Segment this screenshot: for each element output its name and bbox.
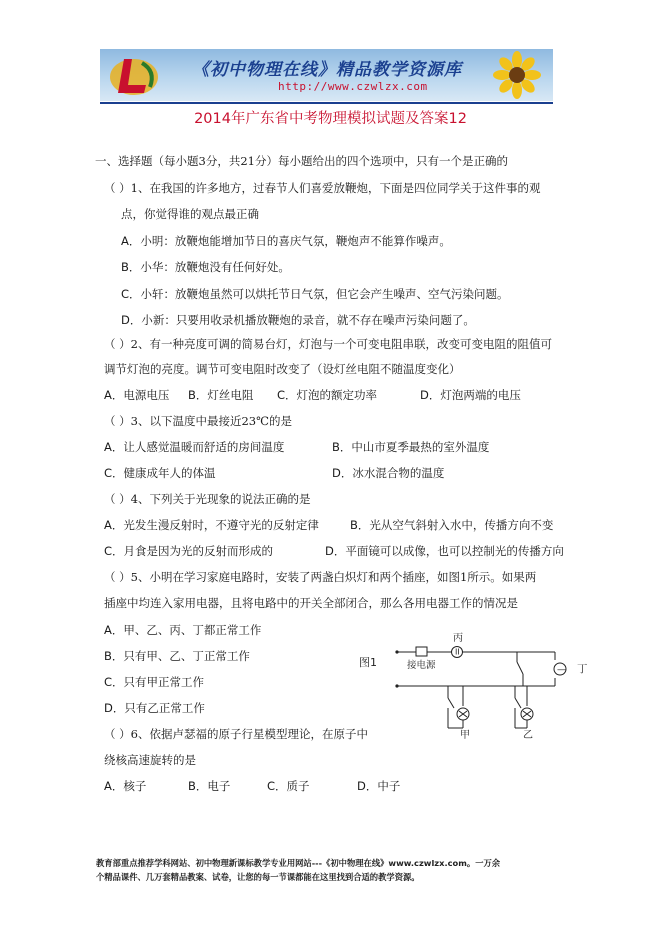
figure-label: 图1 (359, 656, 377, 669)
q5-stem-line2: 插座中均连入家用电器，且将电路中的开关全部闭合，那么各用电器工作的情况是 (104, 596, 518, 610)
circuit-diagram (355, 628, 600, 740)
q4-option-c: C．月食是因为光的反射而形成的 (104, 544, 274, 558)
q2-option-a: A．电源电压 (104, 388, 170, 402)
footer-line1: 教育部重点推荐学科网站、初中物理新课标教学专业用网站---《初中物理在线》www.czwlzx.com。一万余 (96, 858, 501, 868)
q1-option-a: A．小明：放鞭炮能增加节日的喜庆气氛，鞭炮声不能算作噪声。 (121, 234, 451, 248)
header-banner (100, 49, 553, 101)
q6-stem-line2: 绕核高速旋转的是 (104, 753, 196, 767)
q5-option-b: B．只有甲、乙、丁正常工作 (104, 649, 250, 663)
q2-option-d: D．灯泡两端的电压 (420, 388, 521, 402)
q3-option-a: A．让人感觉温暖而舒适的房间温度 (104, 440, 285, 454)
banner-divider (100, 102, 553, 104)
q4-option-b: B．光从空气斜射入水中，传播方向不变 (350, 518, 554, 532)
q3-option-c: C．健康成年人的体温 (104, 466, 216, 480)
figure-bing-label: 丙 (453, 633, 463, 644)
q2-option-b: B．灯丝电阻 (188, 388, 254, 402)
sunflower-icon (471, 51, 551, 99)
q6-option-c: C．质子 (267, 779, 310, 793)
q4-option-a: A．光发生漫反射时，不遵守光的反射定律 (104, 518, 319, 532)
footer-line2: 个精品课件、几万套精品教案、试卷，让您的每一节课都能在这里找到合适的教学资源。 (96, 872, 420, 882)
q6-option-a: A．核子 (104, 779, 147, 793)
socket-ding-marker: — (557, 665, 566, 675)
q4-option-d: D．平面镜可以成像，也可以控制光的传播方向 (325, 544, 564, 558)
q2-stem-line2: 调节灯泡的亮度。调节可变电阻时改变了（设灯丝电阻不随温度变化） (104, 362, 461, 376)
document-title: 2014年广东省中考物理模拟试题及答案12 (194, 111, 467, 127)
figure-source-label: 接电源 (407, 660, 436, 671)
site-logo-icon (106, 51, 166, 99)
q3-option-d: D．冰水混合物的温度 (332, 466, 445, 480)
q6-stem-line1: （ ）6、依据卢瑟福的原子行星模型理论，在原子中 (104, 727, 368, 741)
q3-stem: （ ）3、以下温度中最接近23℃的是 (104, 414, 292, 428)
q5-option-c: C．只有甲正常工作 (104, 675, 205, 689)
figure-yi-label: 乙 (523, 730, 533, 740)
banner-url: http://www.czwlzx.com (278, 80, 428, 93)
q2-stem-line1: （ ）2、有一种亮度可调的简易台灯，灯泡与一个可变电阻串联，改变可变电阻的阻值可 (104, 337, 552, 351)
q5-option-d: D．只有乙正常工作 (104, 701, 205, 715)
q1-stem-line1: （ ）1、在我国的许多地方，过春节人们喜爱放鞭炮，下面是四位同学关于这件事的观 (104, 181, 541, 195)
banner-title: 《初中物理在线》精品教学资源库 (192, 60, 462, 80)
figure-ding-label: 丁 (577, 663, 588, 675)
q1-option-c: C．小轩：放鞭炮虽然可以烘托节日气氛，但它会产生噪声、空气污染问题。 (121, 287, 509, 301)
q1-option-b: B．小华：放鞭炮没有任何好处。 (121, 260, 290, 274)
q4-stem: （ ）4、下列关于光现象的说法正确的是 (104, 492, 311, 506)
q6-option-b: B．电子 (188, 779, 231, 793)
lamp-bing-marker: II (455, 647, 460, 657)
q1-option-d: D．小新：只要用收录机播放鞭炮的录音，就不存在噪声污染问题了。 (121, 313, 475, 327)
q5-option-a: A．甲、乙、丙、丁都正常工作 (104, 623, 262, 637)
figure-jia-label: 甲 (460, 730, 470, 740)
page-footer (96, 856, 576, 884)
q3-option-b: B．中山市夏季最热的室外温度 (332, 440, 490, 454)
q2-option-c: C．灯泡的额定功率 (277, 388, 378, 402)
section-heading: 一、选择题（每小题3分，共21分）每小题给出的四个选项中，只有一个是正确的 (95, 154, 508, 168)
q1-stem-line2: 点，你觉得谁的观点最正确 (121, 207, 259, 221)
q6-option-d: D．中子 (357, 779, 401, 793)
q5-stem-line1: （ ）5、小明在学习家庭电路时，安装了两盏白炽灯和两个插座，如图1所示。如果两 (104, 570, 537, 584)
